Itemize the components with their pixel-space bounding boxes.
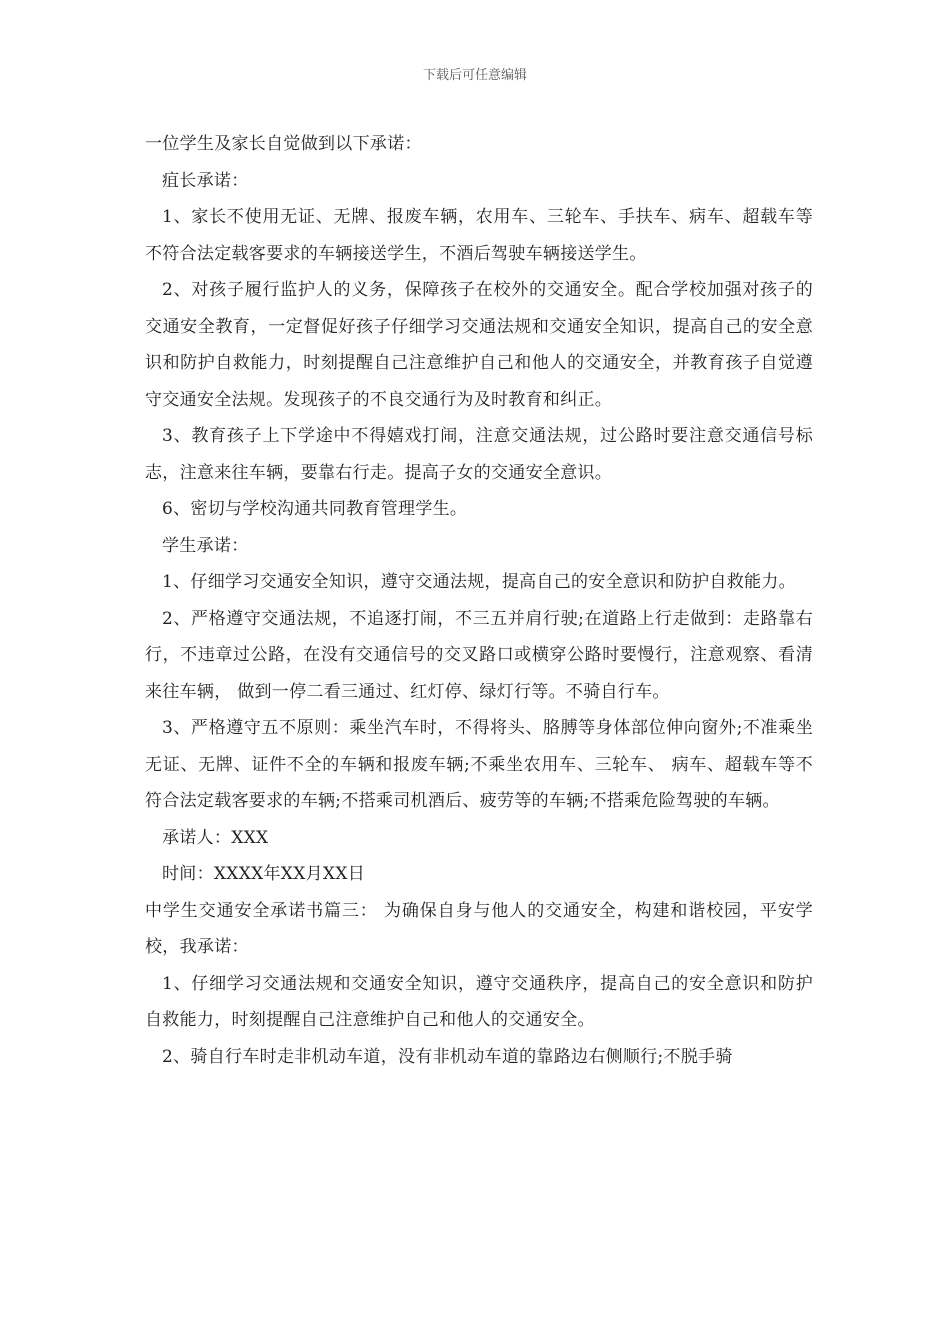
student-item-1: 1、仔细学习交通安全知识，遵守交通法规，提高自己的安全意识和防护自救能力。 — [162, 572, 796, 592]
section-three-intro: 中学生交通安全承诺书篇三： 为确保自身与他人的交通安全，构建和谐校园，平安学校，我承诺： — [145, 900, 813, 957]
parent-commitment-heading: 疽长承诺： — [162, 170, 249, 191]
parent-item-1: 1、家长不使用无证、无牌、报废车辆，农用车、三轮车、手扶车、病车、超载车等不符合法定载客要求的车辆接送学生，不酒后驾驶车辆接送学生。 — [145, 207, 813, 264]
student-commitment-heading: 学生承诺： — [162, 535, 249, 556]
intro-line: 一位学生及家长自觉做到以下承诺： — [145, 134, 422, 154]
section-three-item-2: 2、骑自行车时走非机动车道，没有非机动车道的靠路边右侧顺行;不脱手骑 — [162, 1046, 733, 1067]
parent-item-3: 3、教育孩子上下学途中不得嬉戏打闹，注意交通法规，过公路时要注意交通信号标志，注意来往车辆，要靠右行走。提高子女的交通安全意识。 — [145, 426, 813, 483]
document-body — [145, 126, 813, 1075]
signatory-line: 承诺人：XXX — [162, 827, 269, 848]
page-header: 下载后可任意编辑 — [422, 68, 527, 83]
section-three-item-1: 1、仔细学习交通法规和交通安全知识，遵守交通秩序，提高自己的安全意识和防护自救能力，时刻提醒自己注意维护自己和他人的交通安全。 — [145, 973, 813, 1030]
student-item-2: 2、严格遵守交通法规，不追逐打闹，不三五并肩行驶;在道路上行走做到：走路靠右行，不违章过公路，在没有交通信号的交叉路口或横穿公路时要慢行，注意观察、看清来往车辆， 做到一停二看三通过、红灯停、绿灯行等。不骑自行车。 — [145, 608, 813, 702]
student-item-3: 3、严格遵守五不原则：乘坐汽车时，不得将头、胳膊等身体部位伸向窗外;不准乘坐无证、无牌、证件不全的车辆和报废车辆;不乘坐农用车、三轮车、 病车、超载车等不符合法定载客要求的车辆;不搭乘司机酒后、疲劳等的车辆;不搭乘危险驾驶的车辆。 — [145, 718, 813, 811]
parent-item-2: 2、对孩子履行监护人的义务，保障孩子在校外的交通安全。配合学校加强对孩子的交通安全教育，一定督促好孩子仔细学习交通法规和交通安全知识，提高自己的安全意识和防护自救能力，时刻提醒自己注意维护自己和他人的交通安全，并教育孩子自觉遵守交通安全法规。发现孩子的不良交通行为及时教育和纠正。 — [145, 280, 813, 410]
parent-item-6: 6、密切与学校沟通共同教育管理学生。 — [162, 499, 468, 519]
date-line: 时间：XXXX年XX月XX日 — [162, 864, 366, 884]
